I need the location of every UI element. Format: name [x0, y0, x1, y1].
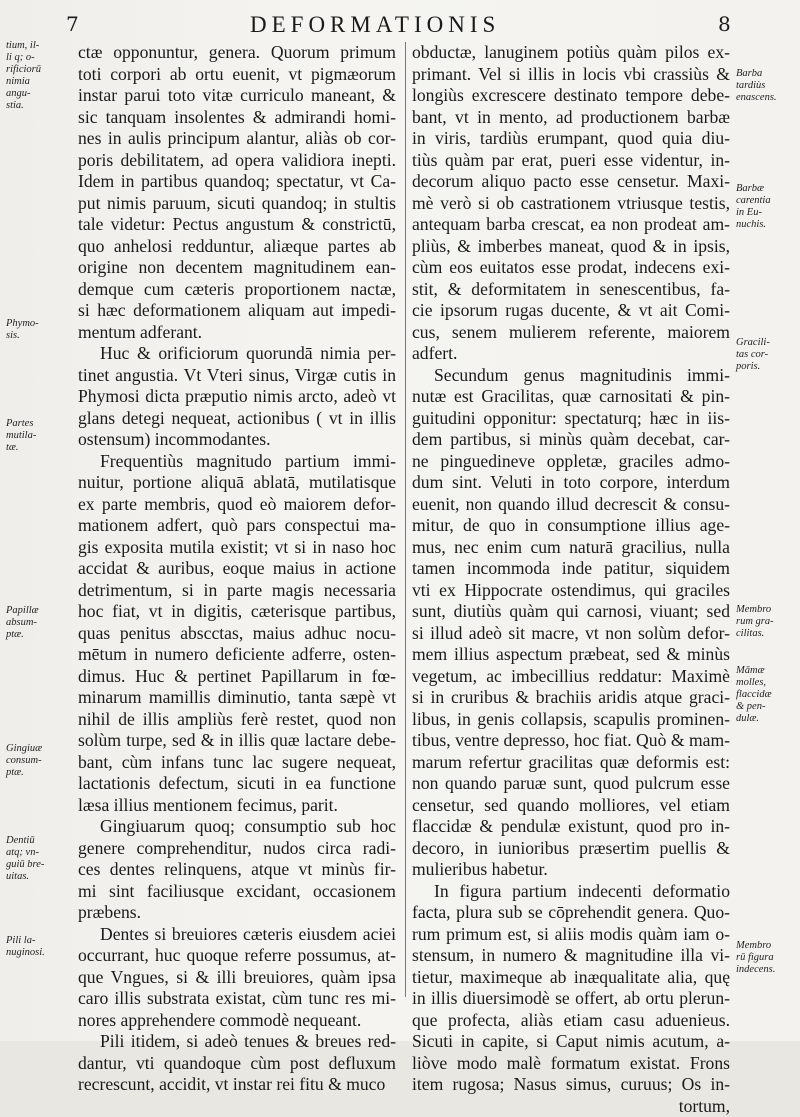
page-number-left: 7 [66, 12, 79, 36]
running-title: DEFORMATIONIS [250, 12, 500, 38]
text-line: nutæ est Gracilitas, quæ carnositati & pin- [412, 386, 730, 408]
text-line: solùm turpe, sed & in illis quæ lactare debe- [78, 730, 396, 752]
margin-note-line: nimia [6, 76, 72, 88]
margin-note-line: absum- [6, 617, 72, 629]
text-line: detrimentum, si in parte magis necessaria [78, 580, 396, 602]
text-line: Frequentiùs magnitudo partium immi- [78, 451, 396, 473]
margin-note-line: uitas. [6, 871, 72, 883]
text-line: tietur, maximeque ab inæqualitate alia, quę [412, 967, 730, 989]
text-line: cus, senem mulierem referente, maiorem [412, 322, 730, 344]
text-line: que Vngues, si & illi breuiores, quàm ipsa [78, 967, 396, 989]
text-line: dum sint. Veluti in toto corpore, interdum [412, 472, 730, 494]
text-line: mētum in numero deficiente adferre, osten- [78, 644, 396, 666]
text-line: mus, nec enim cum naturā gracilius, nulla [412, 537, 730, 559]
text-line: primant. Vel si illis in locis vbi crassiùs & [412, 64, 730, 86]
margin-note-line: molles, [736, 677, 798, 689]
text-line: genere comprehenditur, nudos circa radi- [78, 838, 396, 860]
text-line: tiùs quàm par erat, pueri esse videntur, in- [412, 150, 730, 172]
text-line: item rugosa; Nasus simus, curuus; Os in- [412, 1074, 730, 1096]
text-line: cùm eos euitatos esse prodat, indecens exi- [412, 257, 730, 279]
margin-note-line: li q; o- [6, 52, 72, 64]
text-line: euenit, non quando illud decrescit & consu- [412, 494, 730, 516]
text-line: mem illius aspectum præbeat, sed & minùs [412, 644, 730, 666]
margin-note-line: tas cor- [736, 349, 798, 361]
text-line: tale videtur: Pectus angustum & constrictū, [78, 214, 396, 236]
text-line: mulieribus habetur. [412, 859, 730, 881]
margin-note-line: Gracili- [736, 337, 798, 349]
text-line: tortum, [412, 1096, 730, 1117]
margin-note-line: poris. [736, 361, 798, 373]
margin-note [6, 935, 72, 959]
margin-note-line: nuchis. [736, 219, 798, 231]
text-line: decoro, in iunioribus præsertim puellis & [412, 838, 730, 860]
text-line: guitudini opponitur: spectaturq; hæc in iis- [412, 408, 730, 430]
margin-note-line: tium, il- [6, 40, 72, 52]
margin-note-line: angu- [6, 88, 72, 100]
margin-note [736, 604, 798, 640]
text-line: liòve modo malè formatum existat. Frons [412, 1053, 730, 1075]
text-line: dimus. Huc & pertinet Papillarum in fœ- [78, 666, 396, 688]
margin-note-line: tæ. [6, 442, 72, 454]
text-line: quo anhelosi redduntur, aliæque partes ab [78, 236, 396, 258]
margin-note-line: sis. [6, 330, 72, 342]
text-line: accidat & auribus, eoque maius in actione [78, 558, 396, 580]
right-text-column [412, 42, 730, 1117]
text-line: pliùs, & imberbes maneat, quod & in ipsis, [412, 236, 730, 258]
text-line: ex parte membris, quod eò maiorem defor- [78, 494, 396, 516]
text-line: censetur, sed quando molliores, vel etiam [412, 795, 730, 817]
text-line: Idem in partibus quandoq; spectatur, vt Ca- [78, 171, 396, 193]
text-line: caro illis substrata existat, cùm tunc res mi- [78, 988, 396, 1010]
text-line: adfert. [412, 343, 730, 365]
margin-note-line: ptæ. [6, 767, 72, 779]
text-line: cie ipsorum rugas ducente, & vt ait Comi- [412, 300, 730, 322]
text-line: ces dentes relinquens, atque vt minùs fir- [78, 859, 396, 881]
margin-note-line: Barbæ [736, 183, 798, 195]
text-line: obductæ, lanuginem potiùs quàm pilos ex- [412, 42, 730, 64]
margin-note-line: guiū bre- [6, 859, 72, 871]
text-line: læsa illius mentionem fecimus, parit. [78, 795, 396, 817]
margin-note-line: indecens. [736, 964, 798, 976]
text-line: In figura partium indecenti deformatio [412, 881, 730, 903]
text-line: præbens. [78, 902, 396, 924]
text-line: quas penitus abscctas, maius adhuc nocu- [78, 623, 396, 645]
margin-note [6, 418, 72, 454]
margin-note [6, 318, 72, 342]
margin-note-line: rificiorū [6, 64, 72, 76]
text-line: vti ex Hippocrate ostendimus, qui graciles [412, 580, 730, 602]
margin-note [6, 40, 72, 112]
margin-note [6, 835, 72, 883]
margin-note-line: stia. [6, 100, 72, 112]
text-line: lactationis defectum, sicuti in ea functione [78, 773, 396, 795]
text-line: glans detegi nequeat, actionibus ( vt in illis [78, 408, 396, 430]
text-line: in illis diuersimodè se offert, ab ortu plerun- [412, 988, 730, 1010]
margin-note-line: enascens. [736, 92, 798, 104]
text-line: facta, plura sub se cōprehendit genera. Quo- [412, 902, 730, 924]
text-line: flaccidæ & pendulæ existunt, quod pro in- [412, 816, 730, 838]
text-line: vegetum, ac imbecillius reddatur: Maximè [412, 666, 730, 688]
margin-note-line: consum- [6, 755, 72, 767]
margin-note-line: Barba [736, 68, 798, 80]
text-line: toti corpori ab ortu euenit, vt pigmæorum [78, 64, 396, 86]
text-line: mitur, de quo in consumptione illius age- [412, 515, 730, 537]
text-line: nores apprehendere commodè nequeant. [78, 1010, 396, 1032]
text-line: Secundum genus magnitudinis immi- [412, 365, 730, 387]
margin-note-line: Māmæ [736, 665, 798, 677]
margin-note-line: rum gra- [736, 616, 798, 628]
margin-note-line: Membro [736, 940, 798, 952]
text-line: stit, & deformitatem in senescentibus, fa- [412, 279, 730, 301]
text-line: libus, in genis collapsis, scapulis prominen- [412, 709, 730, 731]
margin-note [736, 68, 798, 104]
page-header [0, 8, 800, 38]
text-line: si illud adeò sit macre, vt non solùm defor- [412, 623, 730, 645]
margin-note-line: Pili la- [6, 935, 72, 947]
text-line: Phymosi dicta præputio nimis arcto, adeò vt [78, 386, 396, 408]
text-line: ne pinguedineve oppletæ, graciles admo- [412, 451, 730, 473]
text-line: origine non decentem magnitudinem ean- [78, 257, 396, 279]
margin-note-line: rū figura [736, 952, 798, 964]
margin-note [6, 605, 72, 641]
text-line: mi sint faciliusque excidant, occasionem [78, 881, 396, 903]
text-line: dantur, vti quandoque cùm post defluxum [78, 1053, 396, 1075]
text-line: hoc fiat, vt in digitis, cæterisque partibus, [78, 601, 396, 623]
text-line: marum refertur gracilitas quæ deformis est: [412, 752, 730, 774]
margin-note-line: atq; vn- [6, 847, 72, 859]
text-line: si hæc deformationem aliquam aut impedi- [78, 300, 396, 322]
text-line: nuitur, portione aliquā ablatā, mutilatisque [78, 472, 396, 494]
text-line: sic tanquam insolentes & admirandi homi- [78, 107, 396, 129]
margin-note [6, 743, 72, 779]
text-line: mationem adfert, quò pars conspectui ma- [78, 515, 396, 537]
text-line: rum primum est, si aliis modis quàm iam o- [412, 924, 730, 946]
margin-note-line: tardiùs [736, 80, 798, 92]
margin-note-line: carentia [736, 195, 798, 207]
text-line: ctæ opponuntur, genera. Quorum primum [78, 42, 396, 64]
margin-note-line: Papillæ [6, 605, 72, 617]
text-line: gis exposita mutila existit; vt si in naso hoc [78, 537, 396, 559]
text-line: instar parui toto vitæ curriculo maneant, & [78, 85, 396, 107]
margin-note [736, 337, 798, 373]
margin-note-line: Phymo- [6, 318, 72, 330]
text-line: nihil de illis ampliùs ferè restet, quod non [78, 709, 396, 731]
text-line: demque cum cæteris proportionem nactæ, [78, 279, 396, 301]
text-line: Pili itidem, si adeò tenues & breues red- [78, 1031, 396, 1053]
margin-note-line: Gingiuæ [6, 743, 72, 755]
text-line: bant, cùm infans tunc lac sugere nequeat, [78, 752, 396, 774]
text-line: stensum, in numero & magnitudine illa vi- [412, 945, 730, 967]
text-line: minarum mamillis diminutio, tanta sæpè vt [78, 687, 396, 709]
text-line: dem partibus, si minùs quàm decebat, car- [412, 429, 730, 451]
text-line: decorum aliquo pacto esse censetur. Maxi- [412, 171, 730, 193]
text-line: sunt, diutiùs quàm qui carnosi, viuant; sed [412, 601, 730, 623]
text-line: non quando paruæ sunt, quod pulcrum esse [412, 773, 730, 795]
text-line: Sicuti in capite, si Caput nimis acutum, a- [412, 1031, 730, 1053]
margin-note-line: & pen- [736, 701, 798, 713]
text-line: si in cruribus & brachiis aridis atque graci- [412, 687, 730, 709]
margin-note-line: Membro [736, 604, 798, 616]
margin-note [736, 183, 798, 231]
text-line: occurrant, huc quoque referre possumus, at- [78, 945, 396, 967]
margin-note [736, 665, 798, 725]
text-line: antequam barba crescat, ea non prodeat am- [412, 214, 730, 236]
text-line: nes in aulis principum alantur, aliàs ob cor- [78, 128, 396, 150]
text-line: que profecta, aliàs etiam casu aduenieus. [412, 1010, 730, 1032]
text-line: longiùs excrescere destinato tempore debe- [412, 85, 730, 107]
margin-note-line: in Eu- [736, 207, 798, 219]
text-line: poris debilitatem, ad opera validiora inepti. [78, 150, 396, 172]
left-text-column [78, 42, 396, 1096]
text-line: put nimis paruum, sicuti quandoq; in stultis [78, 193, 396, 215]
margin-note [736, 940, 798, 976]
text-line: bant, vt in mento, ad productionem barbæ [412, 107, 730, 129]
text-line: Huc & orificiorum quorundā nimia per- [78, 343, 396, 365]
margin-note-line: ptæ. [6, 629, 72, 641]
text-line: mentum adferant. [78, 322, 396, 344]
margin-note-line: mutila- [6, 430, 72, 442]
margin-note-line: cilitas. [736, 628, 798, 640]
text-line: mè verò si ob castrationem vtriusque testis, [412, 193, 730, 215]
text-line: tinet angustia. Vt Vteri sinus, Virgæ cutis in [78, 365, 396, 387]
margin-note-line: Dentiū [6, 835, 72, 847]
text-line: Gingiuarum quoq; consumptio sub hoc [78, 816, 396, 838]
margin-note-line: nuginosi. [6, 947, 72, 959]
text-line: Dentes si breuiores cæteris eiusdem aciei [78, 924, 396, 946]
text-line: recrescunt, accidit, vt instar rei fitu & muco [78, 1074, 396, 1096]
margin-note-line: flaccidæ [736, 689, 798, 701]
column-divider [405, 42, 406, 997]
margin-note-line: dulæ. [736, 713, 798, 725]
text-line: in viris, tardiùs erumpant, quod quia diu- [412, 128, 730, 150]
text-line: tamen incommoda inde patitur, siquidem [412, 558, 730, 580]
margin-note-line: Partes [6, 418, 72, 430]
page-number-right: 8 [718, 12, 731, 36]
text-line: tibus, ventre depresso, hoc fiat. Quò & mam- [412, 730, 730, 752]
text-line: ostensum) incommodantes. [78, 429, 396, 451]
